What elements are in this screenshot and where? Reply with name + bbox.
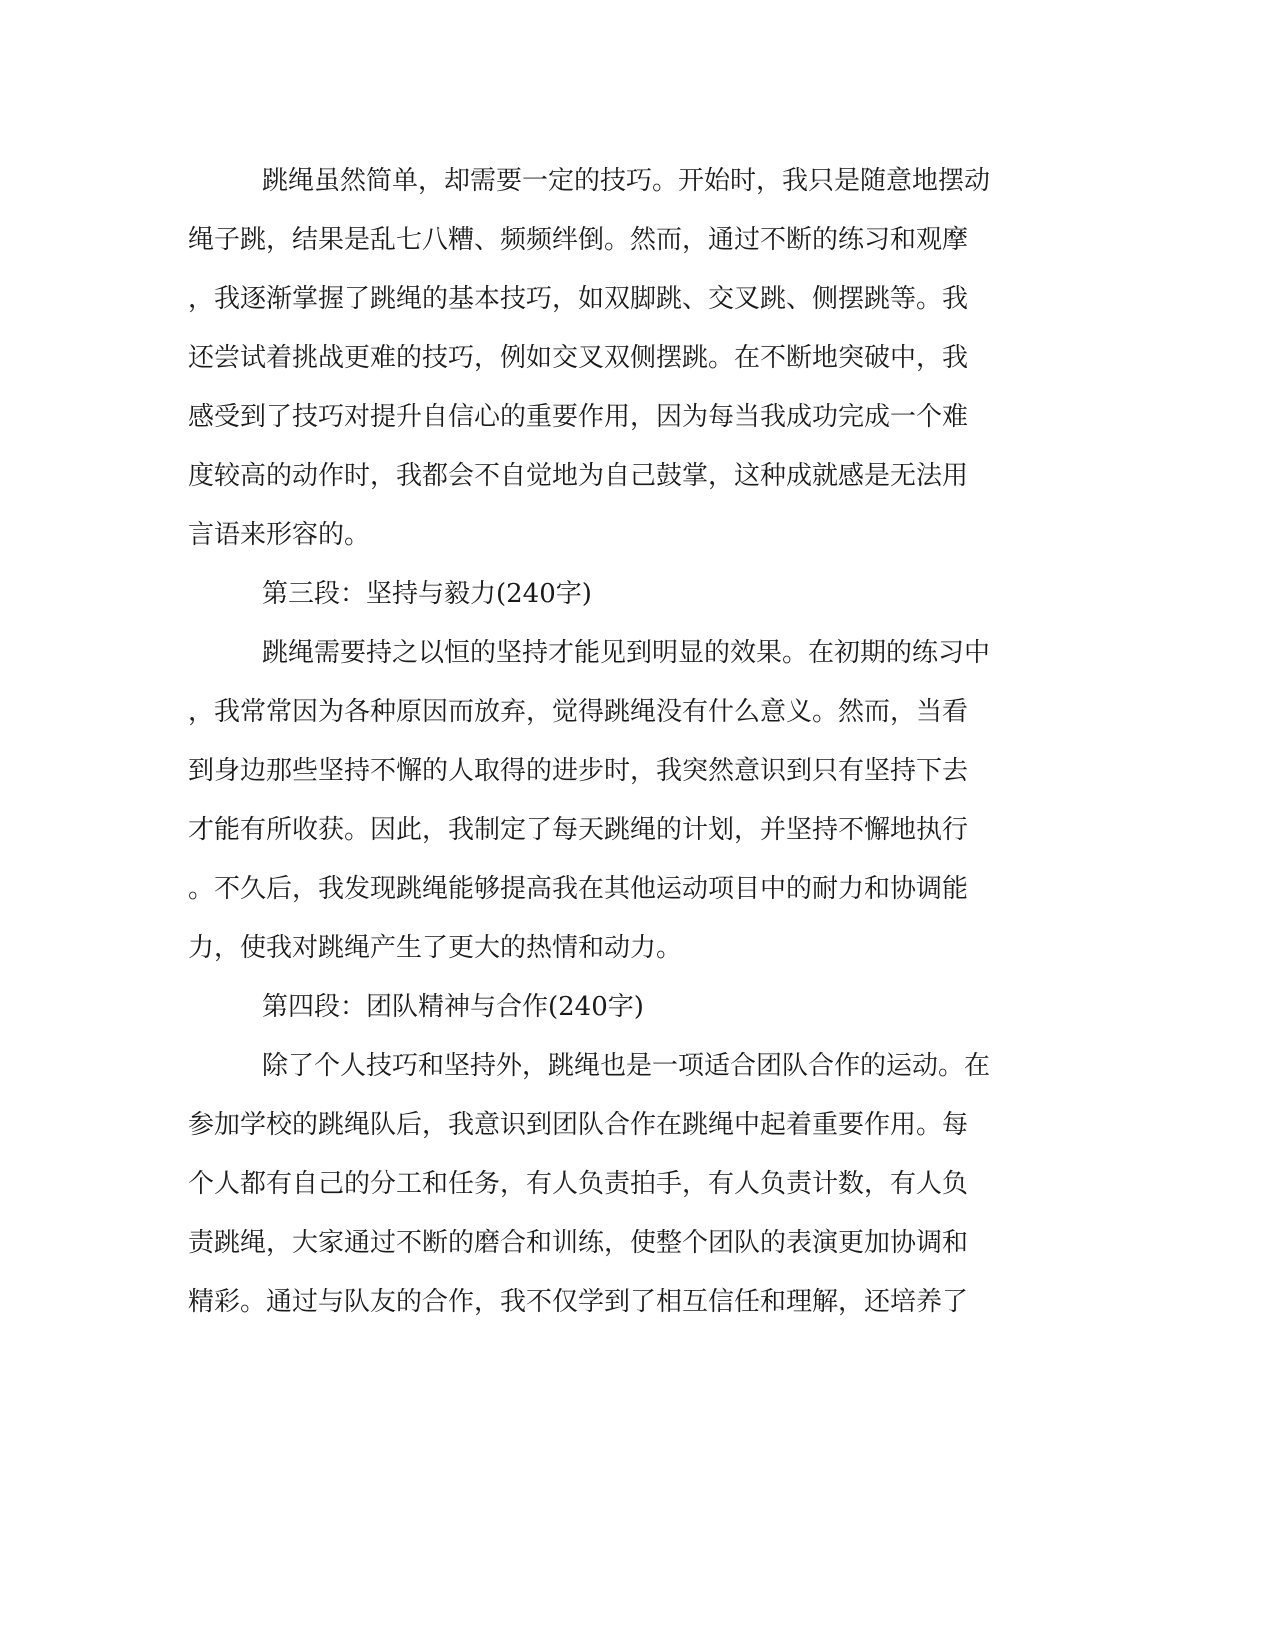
- paragraph-3-line: 。不久后，我发现跳绳能够提高我在其他运动项目中的耐力和协调能: [188, 874, 969, 904]
- section-3-heading: 第三段：坚持与毅力(240字): [262, 579, 592, 609]
- paragraph-1-line: 度较高的动作时，我都会不自觉地为自己鼓掌，这种成就感是无法用: [188, 461, 969, 491]
- paragraph-3-line: ，我常常因为各种原因而放弃，觉得跳绳没有什么意义。然而，当看: [188, 697, 969, 727]
- paragraph-4-line: 责跳绳，大家通过不断的磨合和训练，使整个团队的表演更加协调和: [188, 1228, 969, 1258]
- paragraph-3-line: 才能有所收获。因此，我制定了每天跳绳的计划，并坚持不懈地执行: [188, 815, 969, 845]
- paragraph-3-line: 力，使我对跳绳产生了更大的热情和动力。: [188, 933, 683, 963]
- paragraph-1-line: 还尝试着挑战更难的技巧，例如交叉双侧摆跳。在不断地突破中，我: [188, 343, 969, 373]
- paragraph-4-line: 个人都有自己的分工和任务，有人负责拍手，有人负责计数，有人负: [188, 1169, 969, 1199]
- paragraph-1-line: 感受到了技巧对提升自信心的重要作用，因为每当我成功完成一个难: [188, 402, 969, 432]
- paragraph-1-line: ，我逐渐掌握了跳绳的基本技巧，如双脚跳、交叉跳、侧摆跳等。我: [188, 284, 969, 314]
- paragraph-1-line: 言语来形容的。: [188, 520, 371, 550]
- paragraph-3-line: 跳绳需要持之以恒的坚持才能见到明显的效果。在初期的练习中: [262, 638, 991, 668]
- paragraph-4-line: 精彩。通过与队友的合作，我不仅学到了相互信任和理解，还培养了: [188, 1287, 969, 1317]
- paragraph-4-line: 除了个人技巧和坚持外，跳绳也是一项适合团队合作的运动。在: [262, 1051, 991, 1081]
- paragraph-1-line: 跳绳虽然简单，却需要一定的技巧。开始时，我只是随意地摆动: [262, 166, 991, 196]
- paragraph-4-line: 参加学校的跳绳队后，我意识到团队合作在跳绳中起着重要作用。每: [188, 1110, 969, 1140]
- paragraph-3-line: 到身边那些坚持不懈的人取得的进步时，我突然意识到只有坚持下去: [188, 756, 969, 786]
- section-4-heading: 第四段：团队精神与合作(240字): [262, 992, 644, 1022]
- paragraph-1-line: 绳子跳，结果是乱七八糟、频频绊倒。然而，通过不断的练习和观摩: [188, 225, 969, 255]
